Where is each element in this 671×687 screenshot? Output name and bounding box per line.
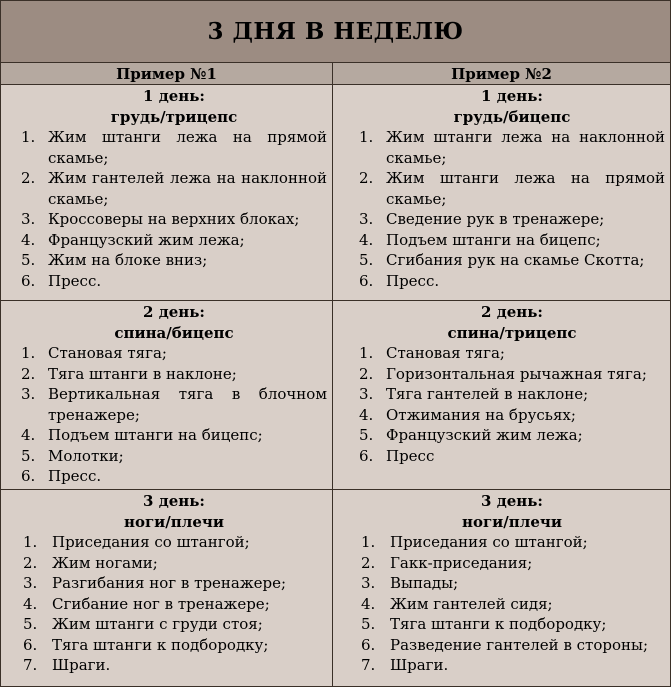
list-item: 2. Тяга штанги в наклоне; [21, 364, 237, 383]
list-item: 2. Жим гантелей лежа на наклонной скамье; [21, 169, 327, 208]
list-item: 3. Вертикальная тяга в блочном тренажере; [21, 385, 327, 424]
list-item: 2. Горизонтальная рычажная тяга; [359, 364, 647, 383]
list-item: 6. Пресс. [21, 467, 102, 485]
day-2-example-2 [359, 302, 665, 466]
list-item: 3. Тяга гантелей в наклоне; [359, 385, 589, 403]
list-item: 5. Молотки; [21, 446, 124, 465]
column-header-example-1: Пример №1 [1, 63, 332, 85]
list-item: 4. Подъем штанги на бицепс; [21, 426, 263, 444]
row-divider-1 [1, 300, 670, 301]
exercise-list [21, 127, 327, 291]
list-item: 7. Шраги. [23, 656, 111, 674]
muscle-group: ноги/плечи [124, 512, 224, 531]
exercise-list [359, 532, 665, 676]
list-item: 4. Жим гантелей сидя; [361, 594, 553, 613]
column-divider [332, 63, 333, 686]
list-item: 3. Сведение рук в тренажере; [359, 210, 605, 228]
day-1-example-1 [21, 86, 327, 291]
row-divider-2 [1, 489, 670, 490]
muscle-group: спина/трицепс [447, 323, 577, 342]
day-label: 3 день: [481, 492, 543, 510]
list-item: 4. Отжимания на брусьях; [359, 405, 576, 424]
list-item: 1. Жим штанги лежа на наклонной скамье; [359, 128, 665, 167]
day-3-example-2 [359, 491, 665, 676]
day-label: 2 день: [481, 303, 543, 321]
day-label: 3 день: [143, 492, 205, 510]
exercise-list [21, 343, 327, 487]
list-item: 3. Разгибания ног в тренажере; [23, 574, 287, 592]
list-item: 3. Кроссоверы на верхних блоках; [21, 210, 300, 228]
list-item: 3. Выпады; [361, 574, 459, 592]
list-item: 5. Сгибания рук на скамье Скотта; [359, 251, 645, 269]
list-item: 6. Тяга штанги к подбородку; [23, 635, 269, 654]
day-label: 1 день: [481, 87, 543, 105]
list-item: 2. Гакк-приседания; [361, 553, 533, 572]
list-item: 4. Подъем штанги на бицепс; [359, 230, 601, 249]
muscle-group: грудь/бицепс [453, 107, 571, 126]
list-item: 1. Становая тяга; [21, 344, 167, 362]
list-item: 2. Жим штанги лежа на прямой скамье; [359, 169, 665, 208]
list-item: 6. Пресс. [359, 271, 440, 290]
muscle-group: спина/бицепс [114, 323, 234, 342]
list-item: 1. Приседания со штангой; [361, 533, 588, 551]
table-title: 3 ДНЯ В НЕДЕЛЮ [1, 1, 670, 63]
list-item: 7. Шраги. [361, 656, 449, 674]
day-1-example-2 [359, 86, 665, 291]
list-item: 1. Жим штанги лежа на прямой скамье; [21, 128, 327, 167]
list-item: 6. Пресс. [21, 271, 102, 290]
exercise-list [359, 343, 665, 466]
day-3-example-1 [21, 491, 327, 676]
day-label: 1 день: [143, 87, 205, 105]
muscle-group: грудь/трицепс [110, 107, 238, 126]
list-item: 2. Жим ногами; [23, 553, 158, 572]
list-item: 6. Разведение гантелей в стороны; [361, 635, 649, 654]
day-label: 2 день: [143, 303, 205, 321]
list-item: 4. Французский жим лежа; [21, 230, 245, 249]
list-item: 1. Приседания со штангой; [23, 533, 250, 551]
list-item: 4. Сгибание ног в тренажере; [23, 594, 270, 613]
list-item: 5. Тяга штанги к подбородку; [361, 615, 607, 633]
list-item: 1. Становая тяга; [359, 344, 505, 362]
exercise-list [21, 532, 327, 676]
day-2-example-1 [21, 302, 327, 487]
list-item: 5. Жим штанги с груди стоя; [23, 615, 263, 633]
list-item: 5. Жим на блоке вниз; [21, 251, 208, 269]
column-header-example-2: Пример №2 [333, 63, 670, 85]
muscle-group: ноги/плечи [462, 512, 562, 531]
list-item: 5. Французский жим лежа; [359, 426, 583, 444]
exercise-list [359, 127, 665, 291]
list-item: 6. Пресс [359, 446, 435, 465]
